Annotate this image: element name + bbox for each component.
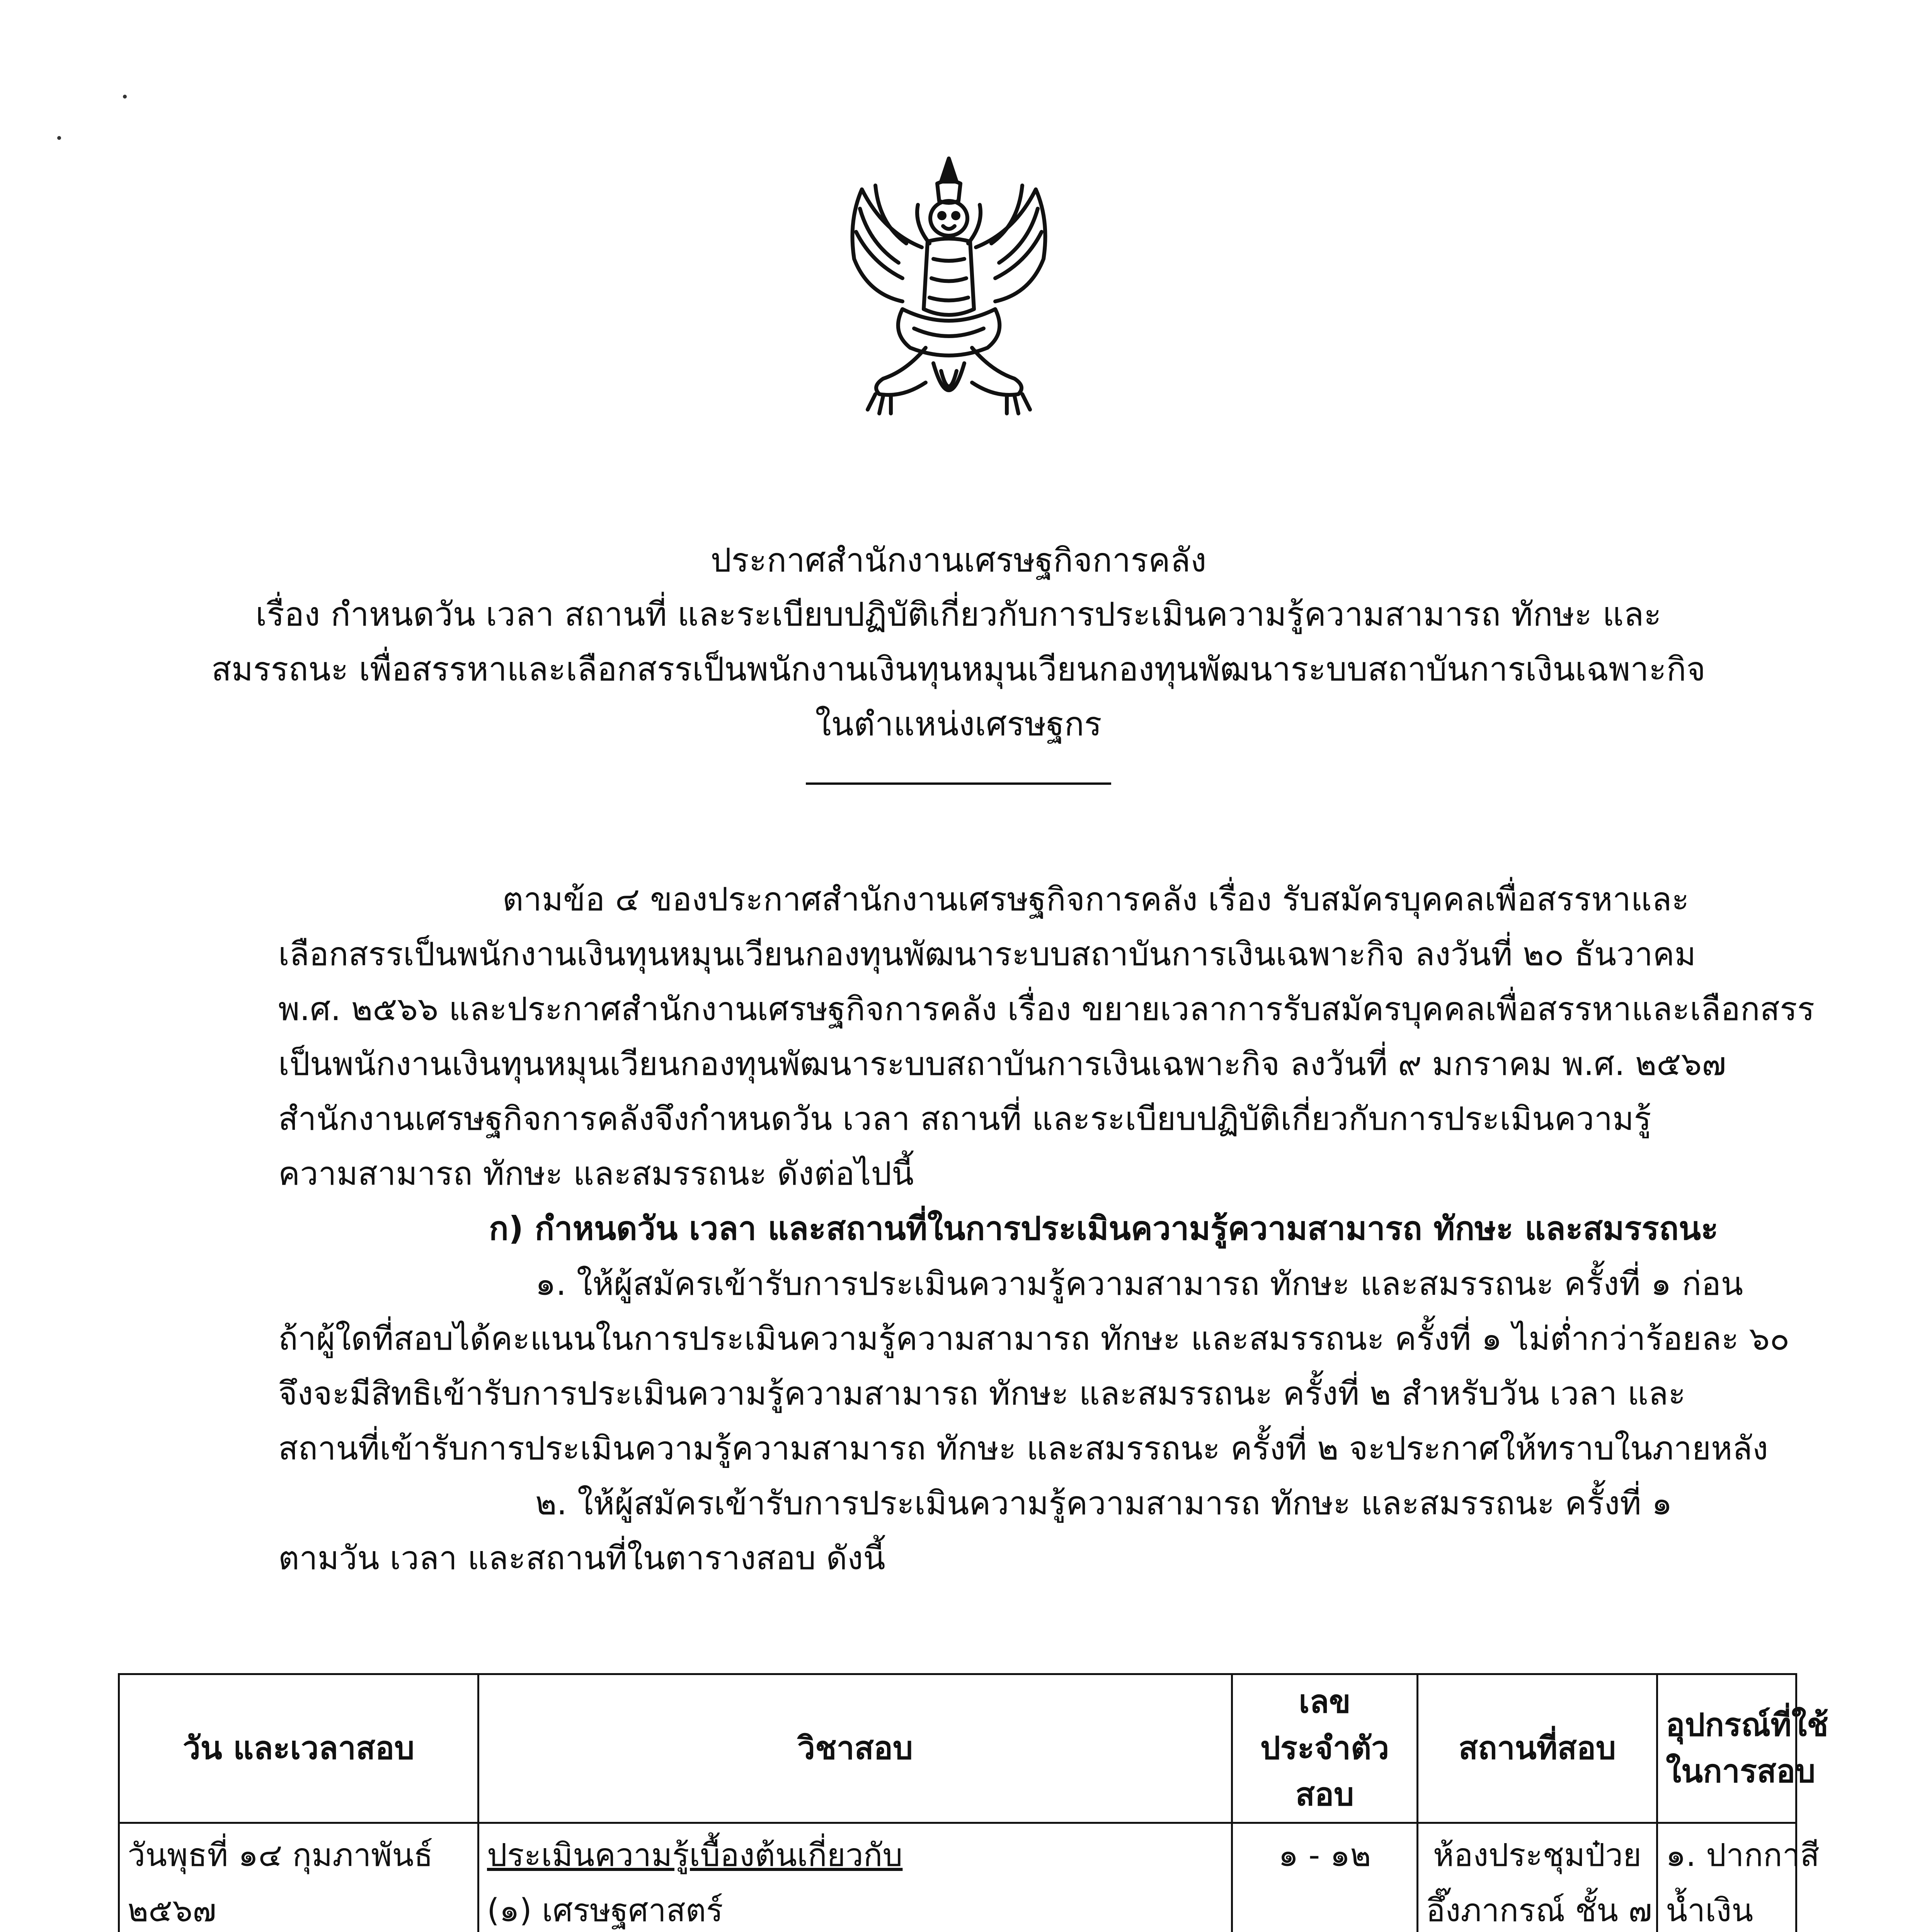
emblem-crown [941, 158, 957, 182]
section-a-title: ก) กำหนดวัน เวลา และสถานที่ในการประเมินความรู้ความสามารถ ทักษะ และสมรรถนะ [489, 1209, 1719, 1247]
item-1-line: ๑. ให้ผู้สมัครเข้ารับการประเมินความรู้ความสามารถ ทักษะ และสมรรถนะ ครั้งที่ ๑ ก่อน [535, 1265, 1743, 1303]
announcement-title: ประกาศสำนักงานเศรษฐกิจการคลัง [710, 541, 1207, 580]
scan-speck [123, 95, 127, 99]
table-row [119, 1823, 1796, 1932]
item-1-line: สถานที่เข้ารับการประเมินความรู้ความสามารถ ทักษะ และสมรรถนะ ครั้งที่ ๒ จะประกาศให้ทราบในภายหลัง [278, 1429, 1768, 1467]
subject-title: ประเมินความรู้เบื้องต้นเกี่ยวกับ [487, 1837, 903, 1874]
intro-line: สำนักงานเศรษฐกิจการคลังจึงกำหนดวัน เวลา สถานที่ และระเบียบปฏิบัติเกี่ยวกับการประเมินความรู้ [278, 1100, 1651, 1138]
cell-equipment: ๑. ปากกาสี น้ำเงิน [1657, 1823, 1796, 1932]
intro-line: ความสามารถ ทักษะ และสมรรถนะ ดังต่อไปนี้ [278, 1155, 914, 1192]
scan-speck [57, 136, 61, 140]
cell-date-time: วันพุธที่ ๑๔ กุมภาพันธ์ ๒๕๖๗ [119, 1823, 478, 1932]
intro-line: ตามข้อ ๔ ของประกาศสำนักงานเศรษฐกิจการคลัง เรื่อง รับสมัครบุคคลเพื่อสรรหาและ [502, 880, 1689, 918]
item-1-line: ถ้าผู้ใดที่สอบได้คะแนนในการประเมินความรู้ความสามารถ ทักษะ และสมรรถนะ ครั้งที่ ๑ ไม่ต่ำกว่าร้อยละ ๖๐ [278, 1320, 1790, 1357]
exam-schedule-table [118, 1673, 1828, 1932]
header-date-time: วัน และเวลาสอบ [119, 1674, 478, 1823]
cell-exam-number: ๑ - ๑๒ [1232, 1823, 1418, 1932]
cell-venue: ห้องประชุมป๋วย อึ๊งภากรณ์ ชั้น ๗ [1418, 1823, 1657, 1932]
intro-line: พ.ศ. ๒๕๖๖ และประกาศสำนักงานเศรษฐกิจการคลัง เรื่อง ขยายเวลาการรับสมัครบุคคลเพื่อสรรหาและเลือกสรร [278, 990, 1815, 1028]
item-2-line: ๒. ให้ผู้สมัครเข้ารับการประเมินความรู้ความสามารถ ทักษะ และสมรรถนะ ครั้งที่ ๑ [535, 1484, 1672, 1522]
intro-line: เป็นพนักงานเงินทุนหมุนเวียนกองทุนพัฒนาระบบสถาบันการเงินเฉพาะกิจ ลงวันที่ ๙ มกราคม พ.ศ. ๒๕๖๗ [278, 1045, 1726, 1083]
subject-line-3: ในตำแหน่งเศรษฐกร [815, 705, 1102, 743]
table-header-row [119, 1674, 1796, 1823]
header-venue: สถานที่สอบ [1418, 1674, 1657, 1823]
subject-line-2: สมรรถนะ เพื่อสรรหาและเลือกสรรเป็นพนักงานเงินทุนหมุนเวียนกองทุนพัฒนาระบบสถาบันการเงินเฉพาะกิจ [211, 650, 1706, 689]
item-2-line: ตามวัน เวลา และสถานที่ในตารางสอบ ดังนี้ [278, 1539, 885, 1577]
item-1-line: จึงจะมีสิทธิเข้ารับการประเมินความรู้ความสามารถ ทักษะ และสมรรถนะ ครั้งที่ ๒ สำหรับวัน เวลา และ [278, 1374, 1686, 1412]
garuda-emblem [825, 147, 1073, 425]
header-divider [806, 782, 1111, 785]
cell-subject: ประเมินความรู้เบื้องต้นเกี่ยวกับ (๑) เศรษฐศาสตร์ [478, 1823, 1232, 1932]
header-equipment: อุปกรณ์ที่ใช้ ในการสอบ [1657, 1674, 1796, 1823]
header-exam-number: เลข ประจำตัว สอบ [1232, 1674, 1418, 1823]
subject-line-1: เรื่อง กำหนดวัน เวลา สถานที่ และระเบียบปฏิบัติเกี่ยวกับการประเมินความรู้ความสามารถ ทักษะ และ [255, 595, 1662, 634]
intro-line: เลือกสรรเป็นพนักงานเงินทุนหมุนเวียนกองทุนพัฒนาระบบสถาบันการเงินเฉพาะกิจ ลงวันที่ ๒๐ ธันวาคม [278, 935, 1696, 973]
header-subject: วิชาสอบ [478, 1674, 1232, 1823]
